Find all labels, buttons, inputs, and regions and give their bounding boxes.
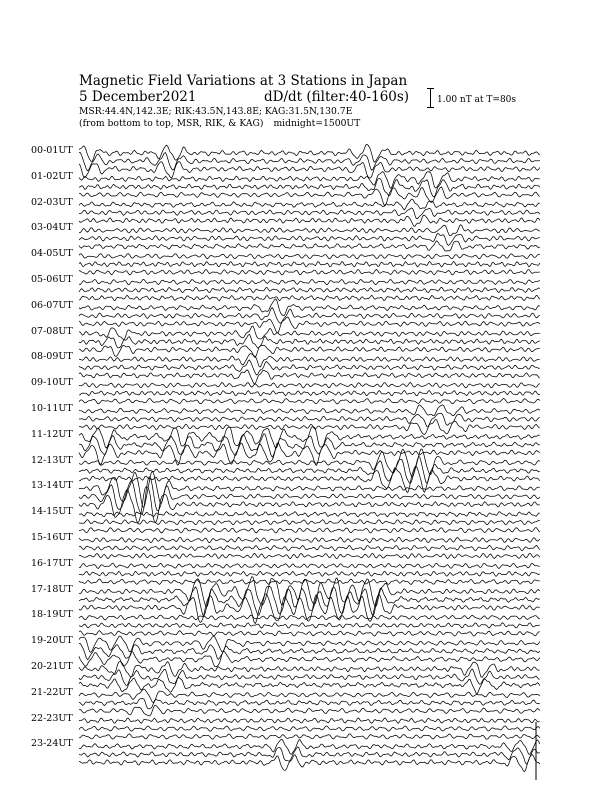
- trace-rik-hour-18: [79, 623, 540, 629]
- trace-rik-hour-4: [79, 262, 540, 267]
- trace-rik-hour-13: [79, 477, 540, 514]
- trace-kag-hour-15: [79, 537, 540, 542]
- trace-rik-hour-19: [79, 643, 540, 659]
- chart-title: Magnetic Field Variations at 3 Stations in Japan: [79, 73, 408, 89]
- trace-rik-hour-2: [79, 208, 540, 219]
- trace-rik-hour-15: [79, 545, 540, 550]
- trace-msr-hour-17: [79, 594, 540, 624]
- trace-rik-hour-22: [79, 726, 540, 731]
- hour-label: 23-24UT: [31, 738, 73, 750]
- trace-kag-hour-1: [79, 172, 540, 189]
- hour-label: 15-16UT: [31, 532, 73, 543]
- scale-label: 1.00 nT at T=80s: [437, 95, 517, 105]
- trace-rik-hour-16: [79, 571, 540, 576]
- trace-kag-hour-10: [79, 405, 540, 416]
- hour-label: 00-01UT: [31, 145, 73, 156]
- trace-msr-hour-2: [79, 215, 540, 226]
- hour-label: 21-22UT: [31, 686, 73, 698]
- hour-label: 17-18UT: [31, 583, 73, 595]
- hour-label: 09-10UT: [31, 377, 73, 389]
- trace-kag-hour-2: [79, 199, 540, 210]
- order-text: (from bottom to top, MSR, RIK, & KAG): [79, 118, 264, 129]
- trace-kag-hour-0: [79, 144, 540, 162]
- trace-kag-hour-7: [79, 326, 540, 340]
- hour-label: 16-17UT: [31, 557, 73, 569]
- hour-label: 10-11UT: [31, 403, 73, 414]
- midnight-note: midnight=1500UT: [273, 118, 361, 129]
- hour-label: 12-13UT: [31, 454, 73, 466]
- trace-rik-hour-3: [79, 233, 540, 245]
- trace-msr-hour-18: [79, 631, 540, 637]
- trace-msr-hour-9: [79, 398, 540, 404]
- trace-msr-hour-20: [79, 677, 540, 693]
- trace-msr-hour-0: [79, 162, 540, 179]
- trace-msr-hour-1: [79, 187, 540, 206]
- hour-label: 14-15UT: [31, 506, 73, 518]
- trace-rik-hour-9: [79, 390, 540, 395]
- trace-msr-hour-4: [79, 270, 540, 275]
- trace-kag-hour-3: [79, 225, 540, 236]
- hour-label: 13-14UT: [31, 480, 73, 492]
- trace-rik-hour-14: [79, 520, 540, 525]
- trace-msr-hour-22: [79, 734, 540, 740]
- trace-kag-hour-19: [79, 636, 540, 652]
- trace-rik-hour-8: [79, 360, 540, 375]
- hour-label: 18-19UT: [31, 609, 73, 621]
- trace-msr-hour-19: [79, 651, 540, 667]
- hour-label: 04-05UT: [31, 248, 73, 260]
- hour-label: 03-04UT: [31, 222, 73, 234]
- stations-line: MSR:44.4N,142.3E; RIK:43.5N,143.8E; KAG:31.5N,130.7E: [79, 106, 353, 117]
- hour-label: 22-23UT: [31, 712, 73, 724]
- hour-label: 08-09UT: [31, 351, 73, 363]
- trace-kag-hour-9: [79, 383, 540, 389]
- trace-msr-hour-14: [79, 528, 540, 534]
- trace-rik-hour-5: [79, 287, 540, 293]
- trace-msr-hour-3: [79, 241, 540, 251]
- hour-label: 20-21UT: [31, 661, 73, 672]
- trace-kag-hour-4: [79, 254, 540, 259]
- trace-rik-hour-7: [79, 334, 540, 348]
- hour-label: 07-08UT: [31, 325, 73, 337]
- chart-quantity: dD/dt (filter:40-160s): [264, 89, 410, 105]
- trace-kag-hour-6: [79, 299, 540, 316]
- trace-msr-hour-13: [79, 487, 540, 523]
- hour-label: 11-12UT: [31, 428, 73, 440]
- trace-msr-hour-21: [79, 705, 540, 716]
- chart-date: 5 December2021: [79, 89, 197, 105]
- trace-kag-hour-14: [79, 512, 540, 517]
- hour-label: 02-03UT: [31, 196, 73, 208]
- hour-label: 19-20UT: [31, 635, 73, 647]
- trace-msr-hour-5: [79, 295, 540, 300]
- hour-label: 01-02UT: [31, 170, 73, 182]
- trace-msr-hour-7: [79, 345, 540, 357]
- trace-msr-hour-8: [79, 370, 540, 384]
- trace-msr-hour-23: [79, 755, 540, 772]
- trace-msr-hour-15: [79, 553, 540, 558]
- trace-rik-hour-20: [79, 669, 540, 685]
- trace-msr-hour-11: [79, 443, 540, 466]
- trace-kag-hour-16: [79, 563, 540, 568]
- hour-label: 06-07UT: [31, 299, 73, 311]
- trace-kag-hour-18: [79, 615, 540, 620]
- trace-kag-hour-20: [79, 662, 540, 678]
- trace-kag-hour-23: [79, 739, 540, 754]
- trace-rik-hour-10: [79, 413, 540, 426]
- hour-label: 05-06UT: [31, 274, 73, 285]
- trace-msr-hour-16: [79, 579, 540, 584]
- trace-rik-hour-6: [79, 308, 540, 324]
- trace-kag-hour-22: [79, 718, 540, 723]
- trace-kag-hour-8: [79, 354, 540, 368]
- trace-kag-hour-11: [79, 427, 540, 449]
- trace-rik-hour-21: [79, 699, 540, 709]
- trace-msr-hour-6: [79, 317, 540, 333]
- trace-kag-hour-5: [79, 279, 540, 284]
